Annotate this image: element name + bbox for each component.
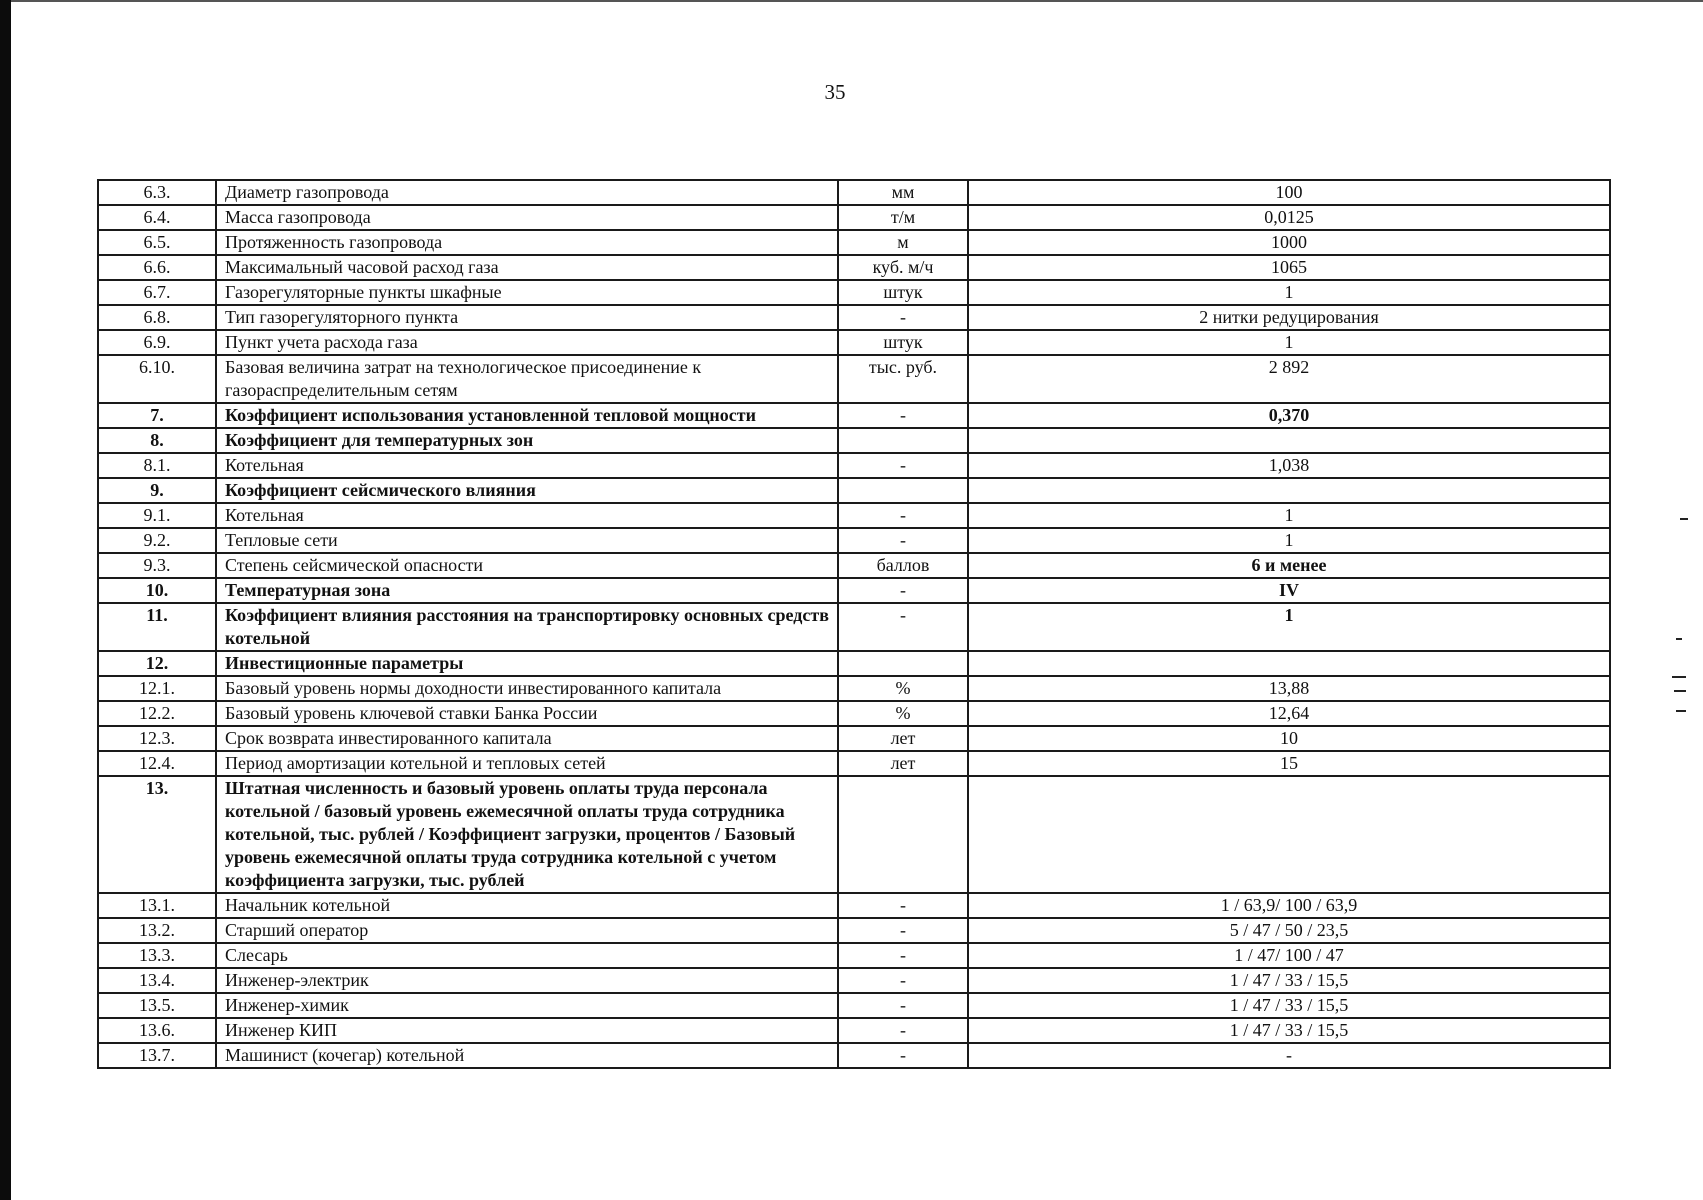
unit-cell: т/м [838, 205, 968, 230]
row-number-cell: 13.3. [98, 943, 216, 968]
table-row [98, 943, 1610, 968]
parameter-name-cell: Коэффициент для температурных зон [216, 428, 838, 453]
row-number-cell: 10. [98, 578, 216, 603]
value-cell [968, 776, 1610, 893]
table-row [98, 478, 1610, 503]
value-cell: 1 [968, 528, 1610, 553]
row-number-cell: 13. [98, 776, 216, 893]
row-number-cell: 12.4. [98, 751, 216, 776]
unit-cell: % [838, 701, 968, 726]
table-body [98, 180, 1610, 1068]
value-cell: 1 [968, 503, 1610, 528]
value-cell: 1 [968, 603, 1610, 651]
row-number-cell: 12.2. [98, 701, 216, 726]
value-cell: 1 [968, 330, 1610, 355]
row-number-cell: 9.3. [98, 553, 216, 578]
value-cell: 1 [968, 280, 1610, 305]
table-row [98, 553, 1610, 578]
unit-cell: - [838, 603, 968, 651]
table-row [98, 280, 1610, 305]
table-row [98, 603, 1610, 651]
unit-cell: - [838, 1018, 968, 1043]
parameter-name-cell: Тип газорегуляторного пункта [216, 305, 838, 330]
parameter-name-cell: Базовая величина затрат на технологическое присоединение к газораспределительным сетям [216, 355, 838, 403]
unit-cell: - [838, 578, 968, 603]
table-row [98, 503, 1610, 528]
table-row [98, 428, 1610, 453]
scan-top-line [11, 0, 1703, 2]
unit-cell: - [838, 1043, 968, 1068]
value-cell: 1065 [968, 255, 1610, 280]
row-number-cell: 13.4. [98, 968, 216, 993]
parameter-name-cell: Степень сейсмической опасности [216, 553, 838, 578]
parameter-name-cell: Котельная [216, 453, 838, 478]
unit-cell: - [838, 918, 968, 943]
value-cell: 0,0125 [968, 205, 1610, 230]
scan-speck [1672, 676, 1686, 678]
parameter-name-cell: Инженер-химик [216, 993, 838, 1018]
unit-cell: тыс. руб. [838, 355, 968, 403]
parameter-name-cell: Срок возврата инвестированного капитала [216, 726, 838, 751]
row-number-cell: 6.10. [98, 355, 216, 403]
parameter-name-cell: Максимальный часовой расход газа [216, 255, 838, 280]
parameter-name-cell: Штатная численность и базовый уровень оплаты труда персонала котельной / базовый уровень ежемесячной оплаты труда сотрудника котельной, тыс. рублей / Коэффициент загрузки, процентов / Базовый уровень ежемесячной оплаты труда сотрудника котельной с учетом коэффициента загрузки, тыс. рублей [216, 776, 838, 893]
unit-cell: лет [838, 751, 968, 776]
parameter-name-cell: Базовый уровень ключевой ставки Банка России [216, 701, 838, 726]
parameter-name-cell: Старший оператор [216, 918, 838, 943]
parameter-name-cell: Слесарь [216, 943, 838, 968]
unit-cell: - [838, 893, 968, 918]
parameter-name-cell: Период амортизации котельной и тепловых сетей [216, 751, 838, 776]
row-number-cell: 6.3. [98, 180, 216, 205]
parameters-table [97, 179, 1611, 1069]
page-number: 35 [824, 80, 846, 104]
unit-cell: лет [838, 726, 968, 751]
value-cell [968, 478, 1610, 503]
value-cell: 1 / 63,9/ 100 / 63,9 [968, 893, 1610, 918]
value-cell [968, 428, 1610, 453]
scan-speck [1676, 710, 1686, 712]
unit-cell: - [838, 305, 968, 330]
parameter-name-cell: Пункт учета расхода газа [216, 330, 838, 355]
row-number-cell: 13.2. [98, 918, 216, 943]
parameter-name-cell: Инвестиционные параметры [216, 651, 838, 676]
row-number-cell: 6.9. [98, 330, 216, 355]
table-row [98, 751, 1610, 776]
row-number-cell: 13.5. [98, 993, 216, 1018]
parameter-name-cell: Протяженность газопровода [216, 230, 838, 255]
unit-cell [838, 478, 968, 503]
unit-cell [838, 651, 968, 676]
table-row [98, 968, 1610, 993]
value-cell: IV [968, 578, 1610, 603]
row-number-cell: 12.3. [98, 726, 216, 751]
parameter-name-cell: Масса газопровода [216, 205, 838, 230]
unit-cell: баллов [838, 553, 968, 578]
table-row [98, 255, 1610, 280]
unit-cell: - [838, 503, 968, 528]
table-row [98, 230, 1610, 255]
value-cell: 100 [968, 180, 1610, 205]
table-row [98, 676, 1610, 701]
scan-speck [1676, 638, 1682, 640]
value-cell: 6 и менее [968, 553, 1610, 578]
unit-cell: мм [838, 180, 968, 205]
table-row [98, 918, 1610, 943]
row-number-cell: 6.7. [98, 280, 216, 305]
table-row [98, 578, 1610, 603]
unit-cell: - [838, 403, 968, 428]
parameter-name-cell: Коэффициент использования установленной тепловой мощности [216, 403, 838, 428]
parameter-name-cell: Коэффициент сейсмического влияния [216, 478, 838, 503]
row-number-cell: 13.1. [98, 893, 216, 918]
scan-speck [1674, 690, 1686, 692]
unit-cell: штук [838, 330, 968, 355]
value-cell: 2 нитки редуцирования [968, 305, 1610, 330]
scan-border [0, 0, 11, 1200]
parameter-name-cell: Тепловые сети [216, 528, 838, 553]
unit-cell: - [838, 993, 968, 1018]
value-cell: 1,038 [968, 453, 1610, 478]
table-row [98, 180, 1610, 205]
unit-cell [838, 428, 968, 453]
parameter-name-cell: Машинист (кочегар) котельной [216, 1043, 838, 1068]
row-number-cell: 13.6. [98, 1018, 216, 1043]
parameter-name-cell: Инженер-электрик [216, 968, 838, 993]
parameter-name-cell: Температурная зона [216, 578, 838, 603]
value-cell: 1 / 47/ 100 / 47 [968, 943, 1610, 968]
parameter-name-cell: Котельная [216, 503, 838, 528]
table-row [98, 1018, 1610, 1043]
row-number-cell: 8.1. [98, 453, 216, 478]
row-number-cell: 6.5. [98, 230, 216, 255]
unit-cell: - [838, 453, 968, 478]
unit-cell [838, 776, 968, 893]
parameter-name-cell: Базовый уровень нормы доходности инвестированного капитала [216, 676, 838, 701]
value-cell: 1000 [968, 230, 1610, 255]
value-cell: 1 / 47 / 33 / 15,5 [968, 968, 1610, 993]
row-number-cell: 13.7. [98, 1043, 216, 1068]
unit-cell: - [838, 968, 968, 993]
table-row [98, 305, 1610, 330]
table-row [98, 528, 1610, 553]
table-row [98, 453, 1610, 478]
table-row [98, 993, 1610, 1018]
parameter-name-cell: Газорегуляторные пункты шкафные [216, 280, 838, 305]
unit-cell: % [838, 676, 968, 701]
row-number-cell: 9.2. [98, 528, 216, 553]
table-row [98, 776, 1610, 893]
value-cell: 1 / 47 / 33 / 15,5 [968, 1018, 1610, 1043]
row-number-cell: 9.1. [98, 503, 216, 528]
table-row [98, 205, 1610, 230]
table-row [98, 403, 1610, 428]
unit-cell: куб. м/ч [838, 255, 968, 280]
row-number-cell: 7. [98, 403, 216, 428]
value-cell: 10 [968, 726, 1610, 751]
table-row [98, 330, 1610, 355]
scan-speck [1680, 518, 1688, 520]
value-cell: 5 / 47 / 50 / 23,5 [968, 918, 1610, 943]
table-row [98, 726, 1610, 751]
row-number-cell: 12.1. [98, 676, 216, 701]
table-row [98, 1043, 1610, 1068]
table-row [98, 355, 1610, 403]
value-cell: 13,88 [968, 676, 1610, 701]
value-cell: 1 / 47 / 33 / 15,5 [968, 993, 1610, 1018]
unit-cell: - [838, 943, 968, 968]
row-number-cell: 12. [98, 651, 216, 676]
table-row [98, 893, 1610, 918]
value-cell: 2 892 [968, 355, 1610, 403]
table-row [98, 701, 1610, 726]
value-cell [968, 651, 1610, 676]
value-cell: - [968, 1043, 1610, 1068]
row-number-cell: 6.6. [98, 255, 216, 280]
unit-cell: м [838, 230, 968, 255]
parameter-name-cell: Диаметр газопровода [216, 180, 838, 205]
unit-cell: - [838, 528, 968, 553]
unit-cell: штук [838, 280, 968, 305]
parameter-name-cell: Коэффициент влияния расстояния на транспортировку основных средств котельной [216, 603, 838, 651]
row-number-cell: 8. [98, 428, 216, 453]
table-row [98, 651, 1610, 676]
value-cell: 15 [968, 751, 1610, 776]
value-cell: 0,370 [968, 403, 1610, 428]
row-number-cell: 6.4. [98, 205, 216, 230]
row-number-cell: 9. [98, 478, 216, 503]
parameter-name-cell: Начальник котельной [216, 893, 838, 918]
row-number-cell: 11. [98, 603, 216, 651]
value-cell: 12,64 [968, 701, 1610, 726]
row-number-cell: 6.8. [98, 305, 216, 330]
parameter-name-cell: Инженер КИП [216, 1018, 838, 1043]
